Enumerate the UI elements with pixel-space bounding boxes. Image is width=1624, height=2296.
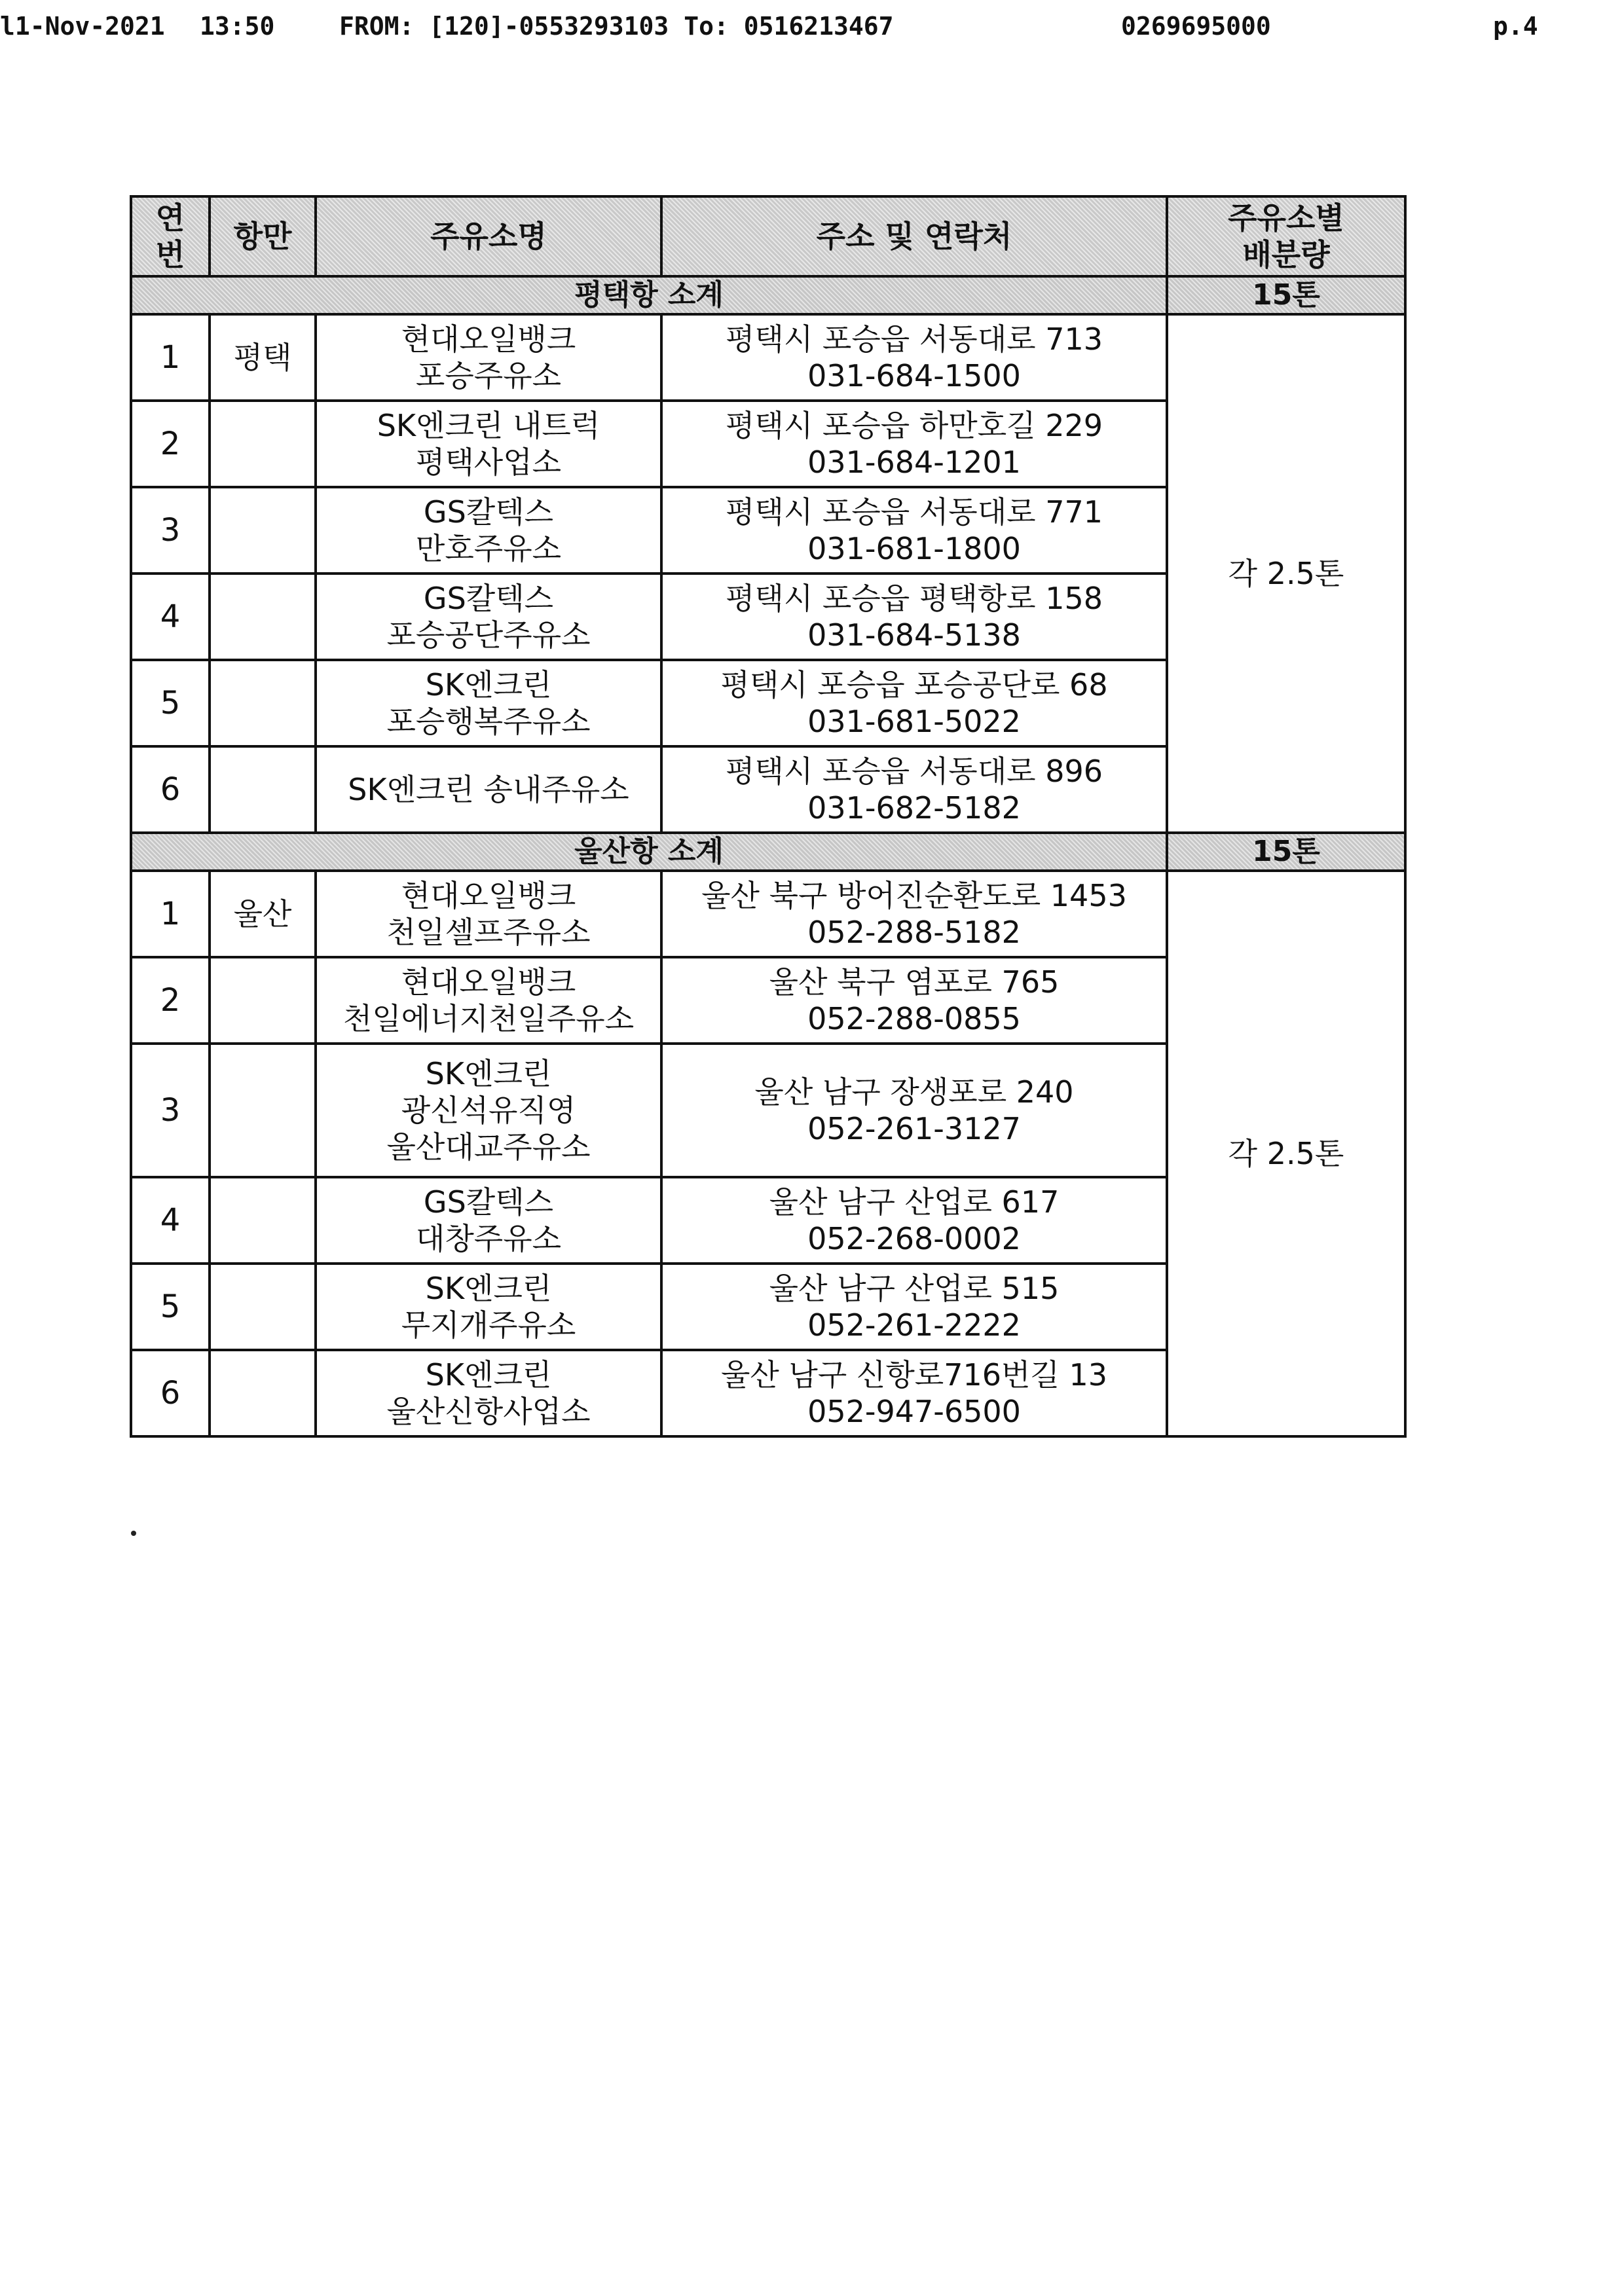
port-cell [210, 574, 316, 660]
row-number: 2 [131, 401, 210, 487]
station-address: 평택시 포승읍 포승공단로 68 031-681-5022 [661, 660, 1167, 746]
table-row [131, 871, 1405, 957]
row-number: 2 [131, 957, 210, 1044]
station-address: 울산 남구 산업로 617 052-268-0002 [661, 1177, 1167, 1264]
fax-header [0, 0, 1624, 52]
station-address: 울산 남구 산업로 515 052-261-2222 [661, 1264, 1167, 1350]
port-cell [210, 746, 316, 833]
subtotal-amount: 15톤 [1167, 833, 1405, 871]
station-address: 울산 남구 신항로716번길 13 052-947-6500 [661, 1350, 1167, 1436]
station-name: SK엔크린 포승행복주유소 [316, 660, 661, 746]
subtotal-label: 평택항 소계 [131, 276, 1167, 314]
station-name: 현대오일뱅크 포승주유소 [316, 314, 661, 401]
port-cell [210, 1044, 316, 1177]
station-name: 현대오일뱅크 천일셀프주유소 [316, 871, 661, 957]
port-cell [210, 487, 316, 574]
header-no: 연 번 [131, 196, 210, 276]
header-station: 주유소명 [316, 196, 661, 276]
station-address: 울산 북구 염포로 765 052-288-0855 [661, 957, 1167, 1044]
row-number: 3 [131, 1044, 210, 1177]
station-address: 평택시 포승읍 서동대로 896 031-682-5182 [661, 746, 1167, 833]
station-address: 평택시 포승읍 서동대로 771 031-681-1800 [661, 487, 1167, 574]
row-number: 1 [131, 871, 210, 957]
header-allocation: 주유소별 배분량 [1167, 196, 1405, 276]
station-address: 평택시 포승읍 하만호길 229 031-684-1201 [661, 401, 1167, 487]
port-cell: 울산 [210, 871, 316, 957]
station-name: SK엔크린 광신석유직영 울산대교주유소 [316, 1044, 661, 1177]
row-number: 5 [131, 1264, 210, 1350]
fax-from-to: FROM: [120]-0553293103 To: 0516213467 [339, 12, 894, 41]
station-name: SK엔크린 송내주유소 [316, 746, 661, 833]
station-name: SK엔크린 울산신항사업소 [316, 1350, 661, 1436]
scan-speck [131, 1531, 136, 1536]
port-cell [210, 1350, 316, 1436]
row-number: 5 [131, 660, 210, 746]
port-cell [210, 1264, 316, 1350]
subtotal-row-pyeongtaek [131, 276, 1405, 314]
table-row [131, 314, 1405, 401]
station-address: 평택시 포승읍 서동대로 713 031-684-1500 [661, 314, 1167, 401]
port-cell [210, 401, 316, 487]
fax-date: l1-Nov-2021 [0, 12, 165, 41]
station-address: 평택시 포승읍 평택항로 158 031-684-5138 [661, 574, 1167, 660]
row-number: 6 [131, 1350, 210, 1436]
row-number: 4 [131, 1177, 210, 1264]
station-name: SK엔크린 내트럭 평택사업소 [316, 401, 661, 487]
row-number: 1 [131, 314, 210, 401]
station-name: GS칼텍스 만호주유소 [316, 487, 661, 574]
fax-page-number: p.4 [1493, 12, 1538, 41]
port-cell [210, 1177, 316, 1264]
port-cell: 평택 [210, 314, 316, 401]
row-number: 3 [131, 487, 210, 574]
port-cell [210, 660, 316, 746]
gas-station-table [130, 195, 1407, 1438]
subtotal-label: 울산항 소계 [131, 833, 1167, 871]
station-name: SK엔크린 무지개주유소 [316, 1264, 661, 1350]
header-address: 주소 및 연락처 [661, 196, 1167, 276]
station-name: GS칼텍스 대창주유소 [316, 1177, 661, 1264]
port-cell [210, 957, 316, 1044]
station-address: 울산 북구 방어진순환도로 1453 052-288-5182 [661, 871, 1167, 957]
allocation-cell: 각 2.5톤 [1167, 314, 1405, 833]
subtotal-amount: 15톤 [1167, 276, 1405, 314]
fax-number: 0269695000 [1121, 12, 1271, 41]
row-number: 6 [131, 746, 210, 833]
station-address: 울산 남구 장생포로 240 052-261-3127 [661, 1044, 1167, 1177]
station-name: 현대오일뱅크 천일에너지천일주유소 [316, 957, 661, 1044]
allocation-cell: 각 2.5톤 [1167, 871, 1405, 1436]
row-number: 4 [131, 574, 210, 660]
fax-time: 13:50 [200, 12, 275, 41]
header-port: 항만 [210, 196, 316, 276]
table-header-row [131, 196, 1405, 276]
station-name: GS칼텍스 포승공단주유소 [316, 574, 661, 660]
subtotal-row-ulsan [131, 833, 1405, 871]
